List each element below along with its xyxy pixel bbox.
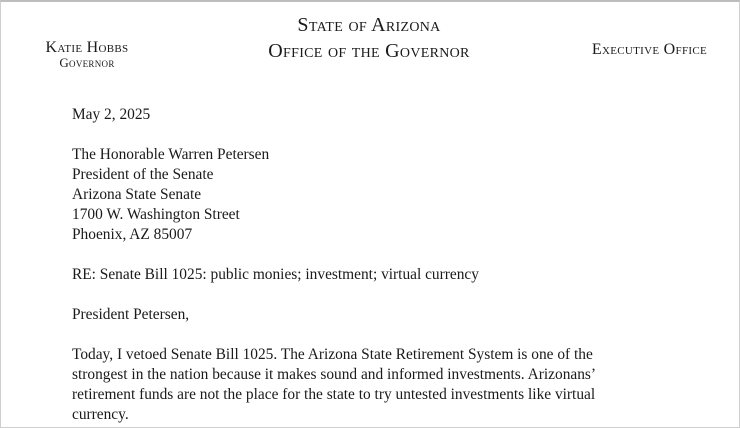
salutation: President Petersen, [72, 306, 190, 323]
address-line: Phoenix, AZ 85007 [72, 226, 193, 243]
body-paragraph: Today, I vetoed Senate Bill 1025. The Arizona State Retirement System is one of the strongest in the nation because it makes sound and informed investments. Arizonans’ retirement funds are not the place for the state to try untested investments like virtual currency. [72, 346, 596, 423]
recipient-address [72, 145, 672, 245]
address-line: President of the Senate [72, 166, 214, 183]
governor-block [31, 40, 143, 70]
address-line: Arizona State Senate [72, 186, 202, 203]
letterhead-title [231, 14, 507, 66]
governor-title: Governor [59, 55, 115, 70]
address-line: 1700 W. Washington Street [72, 206, 240, 223]
governor-name: Katie Hobbs [45, 39, 129, 56]
letter-date: May 2, 2025 [72, 106, 151, 123]
address-line: The Honorable Warren Petersen [72, 146, 270, 163]
office-name: Office of the Governor [268, 40, 470, 62]
state-name: State of Arizona [297, 14, 441, 36]
executive-office-label: Executive Office [591, 41, 707, 58]
subject-line: RE: Senate Bill 1025: public monies; investment; virtual currency [72, 266, 479, 283]
